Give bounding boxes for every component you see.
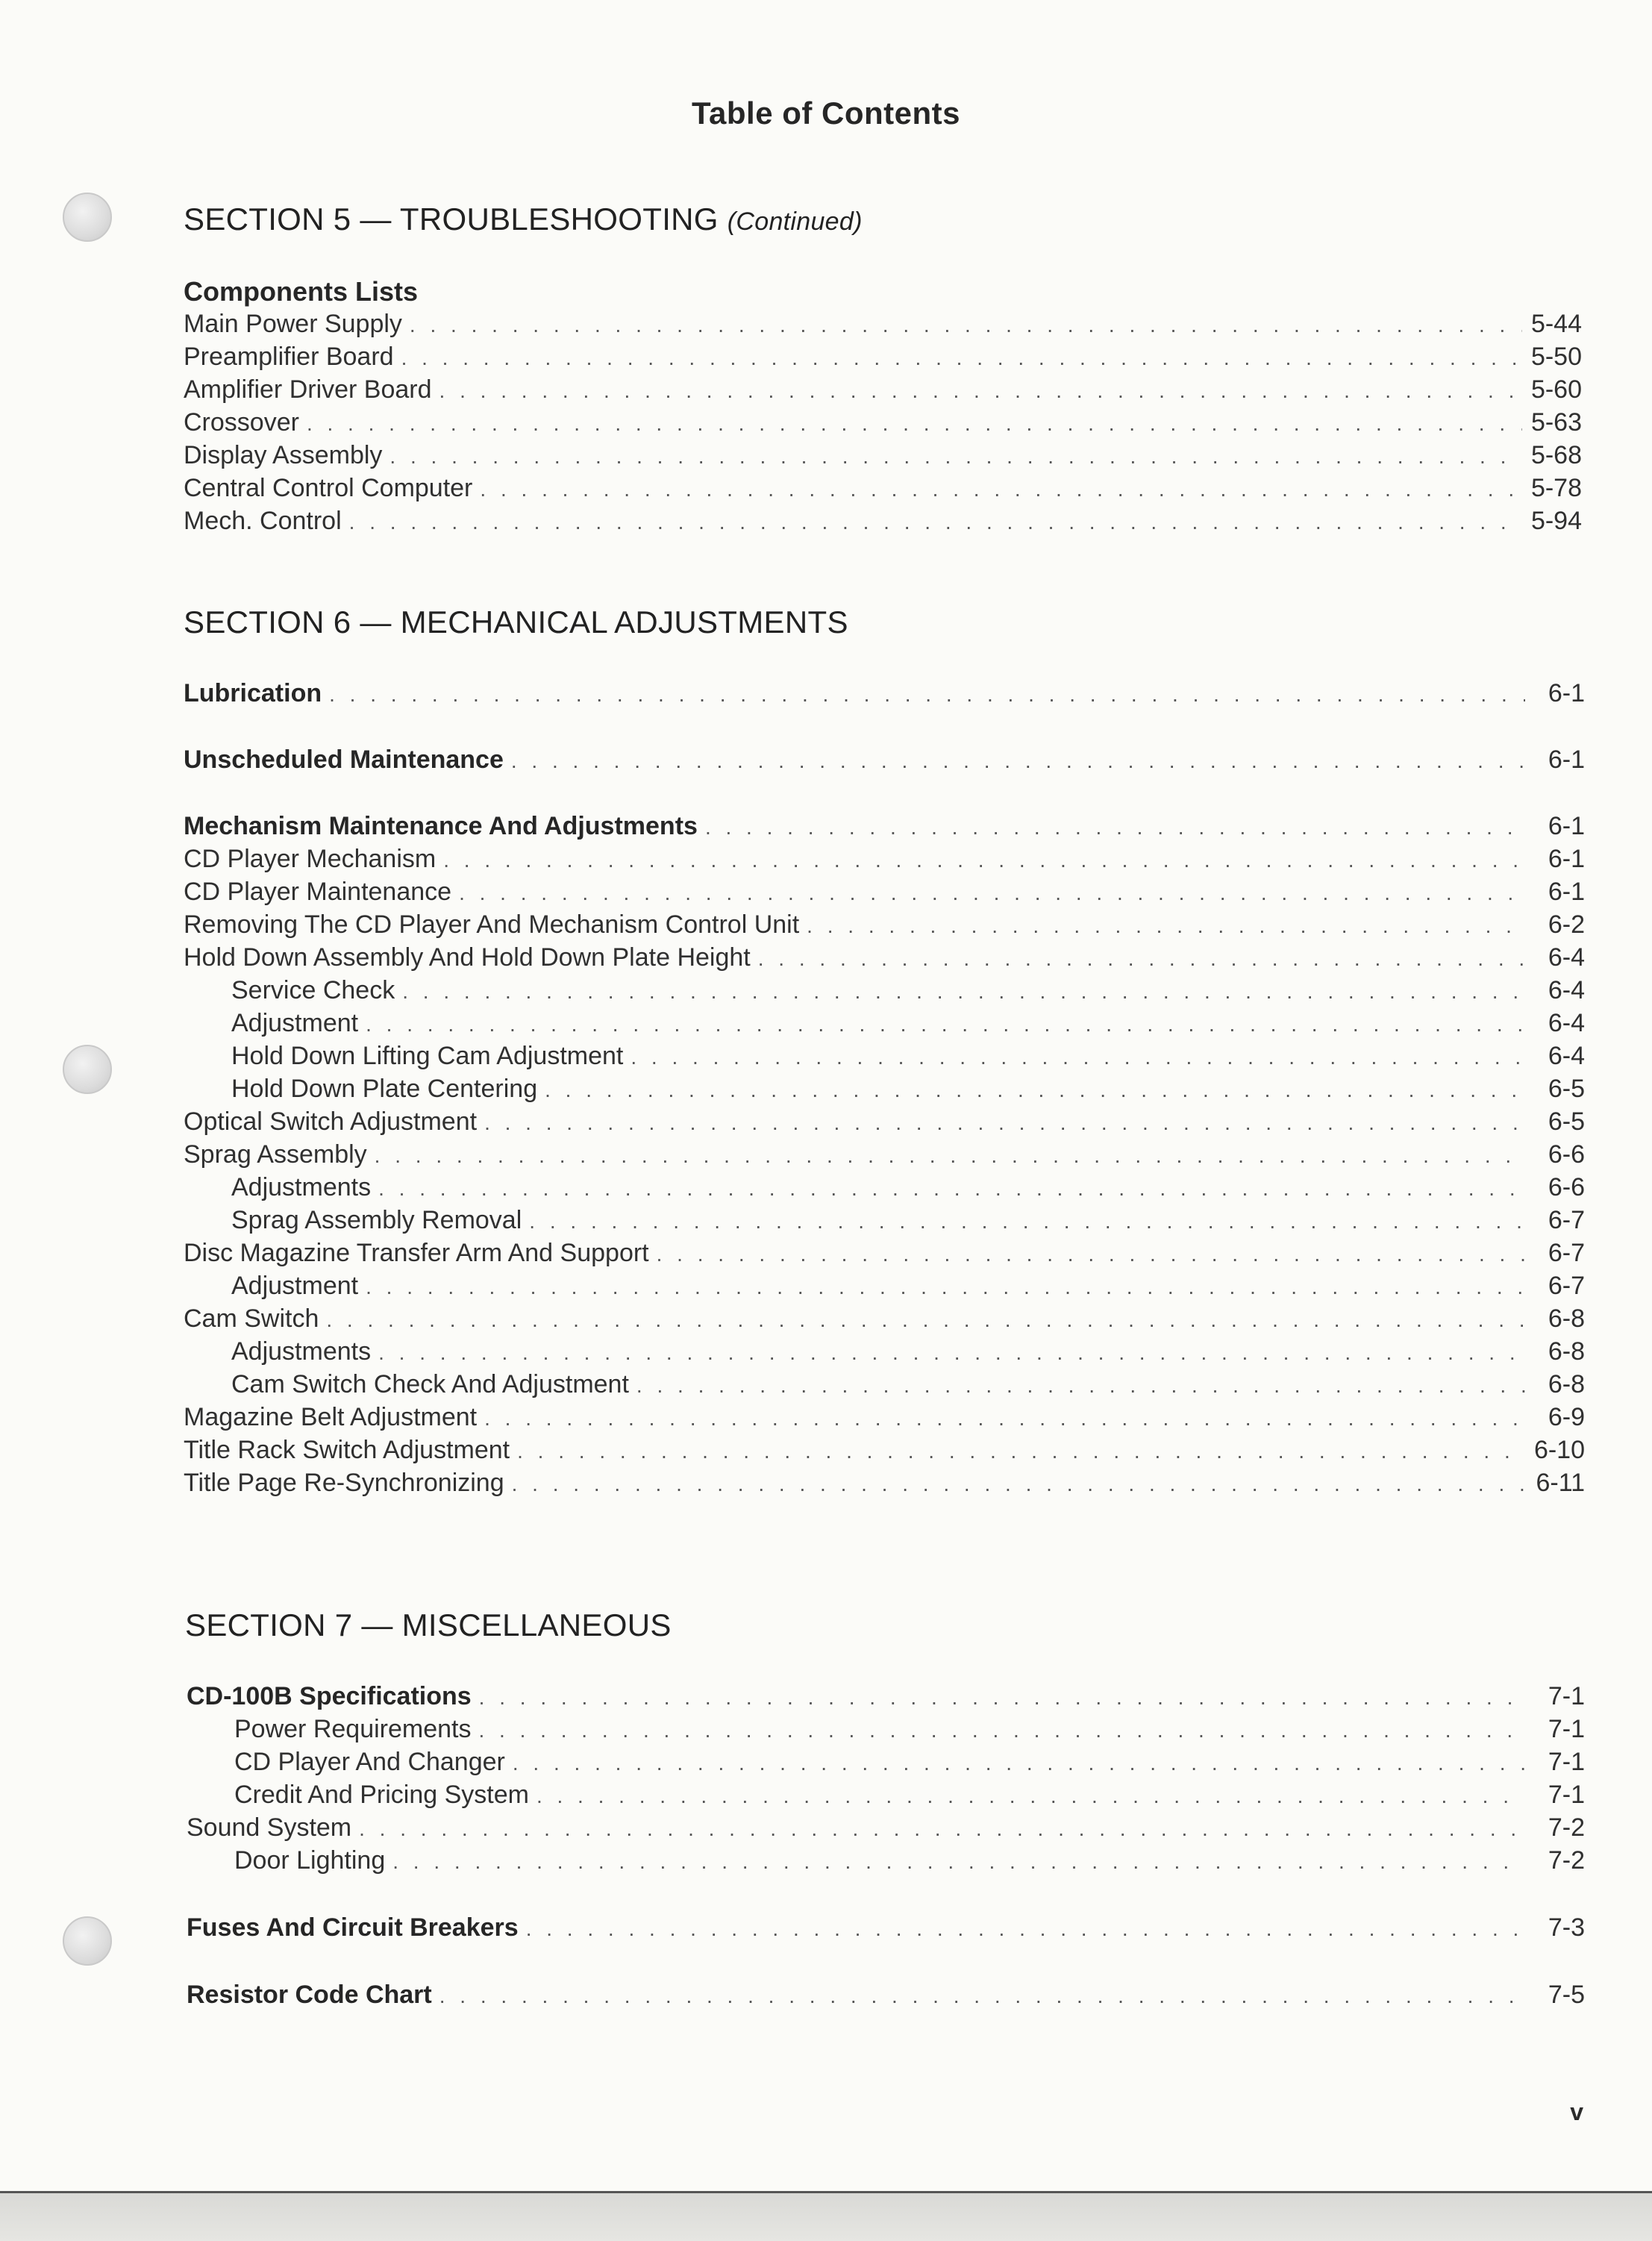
toc-entry-page: 6-5 xyxy=(1548,1107,1585,1136)
dot-leader xyxy=(439,1984,1525,2008)
toc-entry-page: 7-2 xyxy=(1548,1846,1585,1875)
toc-entry-page: 6-1 xyxy=(1548,679,1585,707)
toc-entry-page: 6-4 xyxy=(1548,976,1585,1004)
toc-entry xyxy=(184,375,1582,404)
toc-entry-page: 5-78 xyxy=(1530,474,1582,502)
toc-entry-page: 6-10 xyxy=(1533,1436,1585,1464)
toc-entry-label: Disc Magazine Transfer Arm And Support xyxy=(184,1239,649,1267)
toc-entry xyxy=(231,1206,1585,1235)
toc-entry-label: Hold Down Plate Centering xyxy=(231,1075,538,1103)
toc-entry-page: 6-4 xyxy=(1548,943,1585,972)
dot-leader xyxy=(807,914,1525,938)
toc-entry-label: Lubrication xyxy=(184,679,322,707)
toc-entry-page: 6-5 xyxy=(1548,1075,1585,1103)
toc-entry-label: Power Requirements xyxy=(234,1715,472,1743)
toc-entry-page: 6-8 xyxy=(1548,1337,1585,1366)
toc-entry-page: 6-6 xyxy=(1548,1140,1585,1169)
toc-entry-page: 5-94 xyxy=(1530,507,1582,535)
toc-entry-label: Adjustment xyxy=(231,1009,359,1037)
toc-entry xyxy=(187,1913,1585,1942)
dot-leader xyxy=(480,478,1522,501)
dot-leader xyxy=(512,1472,1525,1496)
toc-entry-label: Mech. Control xyxy=(184,507,342,535)
toc-entry-label: Adjustment xyxy=(231,1272,359,1300)
toc-entry-label: Credit And Pricing System xyxy=(234,1781,529,1809)
page-number: v xyxy=(1570,2098,1583,2125)
toc-entry xyxy=(184,943,1585,972)
toc-entry xyxy=(231,1337,1585,1366)
toc-entry xyxy=(184,474,1582,503)
toc-entry-label: Title Page Re-Synchronizing xyxy=(184,1469,504,1497)
toc-entry-page: 7-1 xyxy=(1548,1748,1585,1776)
toc-entry-label: Optical Switch Adjustment xyxy=(184,1107,478,1136)
toc-entry xyxy=(234,1846,1585,1875)
dot-leader xyxy=(401,346,1522,370)
toc-entry xyxy=(184,441,1582,470)
toc-entry-page: 6-4 xyxy=(1548,1042,1585,1070)
toc-entry xyxy=(184,1469,1585,1498)
dot-leader xyxy=(636,1374,1525,1398)
toc-entry-label: Door Lighting xyxy=(234,1846,386,1875)
toc-entry-page: 6-1 xyxy=(1548,878,1585,906)
toc-entry xyxy=(184,1304,1585,1334)
toc-entry xyxy=(184,1140,1585,1169)
toc-entry xyxy=(231,976,1585,1005)
page-bottom-edge xyxy=(0,2191,1652,2241)
dot-leader xyxy=(758,947,1525,971)
toc-entry xyxy=(184,408,1582,437)
binder-hole xyxy=(63,193,112,242)
toc-entry-page: 6-4 xyxy=(1548,1009,1585,1037)
toc-entry-label: Fuses And Circuit Breakers xyxy=(187,1913,519,1942)
dot-leader xyxy=(657,1243,1525,1266)
toc-entry xyxy=(184,1107,1585,1137)
toc-entry xyxy=(234,1715,1585,1744)
toc-entry xyxy=(187,1981,1585,2010)
toc-entry-page: 6-6 xyxy=(1548,1173,1585,1201)
dot-leader xyxy=(536,1784,1525,1808)
toc-entry xyxy=(187,1813,1585,1843)
toc-entry-label: CD Player And Changer xyxy=(234,1748,505,1776)
toc-entry-label: Cam Switch xyxy=(184,1304,319,1333)
dot-leader xyxy=(529,1210,1525,1234)
toc-entry-label: CD Player Mechanism xyxy=(184,845,437,873)
toc-entry-label: Service Check xyxy=(231,976,395,1004)
toc-entry-page: 5-60 xyxy=(1530,375,1582,404)
toc-entry-page: 6-1 xyxy=(1548,812,1585,840)
toc-entry-page: 6-2 xyxy=(1548,910,1585,939)
toc-entry-label: Main Power Supply xyxy=(184,310,402,338)
toc-entry-label: Hold Down Lifting Cam Adjustment xyxy=(231,1042,624,1070)
toc-entry-page: 6-8 xyxy=(1548,1304,1585,1333)
section-5-title: SECTION 5 — TROUBLESHOOTING xyxy=(184,201,719,237)
toc-entry-label: Display Assembly xyxy=(184,441,383,469)
toc-entry-page: 6-7 xyxy=(1548,1206,1585,1234)
toc-entry xyxy=(184,343,1582,372)
toc-entry-label: Magazine Belt Adjustment xyxy=(184,1403,478,1431)
toc-entry xyxy=(184,1239,1585,1268)
toc-entry-label: Crossover xyxy=(184,408,299,437)
dot-leader xyxy=(366,1275,1525,1299)
toc-entry xyxy=(231,1272,1585,1301)
toc-entry xyxy=(184,746,1585,775)
section-6-heading: SECTION 6 — MECHANICAL ADJUSTMENTS xyxy=(184,604,848,640)
dot-leader xyxy=(479,1686,1525,1710)
toc-entry-label: Sound System xyxy=(187,1813,352,1842)
toc-entry xyxy=(187,1682,1585,1711)
toc-entry-label: Cam Switch Check And Adjustment xyxy=(231,1370,629,1398)
binder-hole xyxy=(63,1916,112,1966)
dot-leader xyxy=(459,881,1525,905)
dot-leader xyxy=(375,1144,1525,1168)
dot-leader xyxy=(478,1719,1525,1743)
toc-entry xyxy=(184,310,1582,339)
dot-leader xyxy=(484,1407,1525,1431)
toc-entry-page: 7-1 xyxy=(1548,1715,1585,1743)
dot-leader xyxy=(326,1308,1525,1332)
toc-entry-page: 5-63 xyxy=(1530,408,1582,437)
toc-entry-label: Adjustments xyxy=(231,1337,372,1366)
toc-entry xyxy=(184,507,1582,536)
toc-entry-page: 6-7 xyxy=(1548,1239,1585,1267)
toc-entry-label: Resistor Code Chart xyxy=(187,1981,432,2009)
dot-leader xyxy=(378,1177,1525,1201)
toc-entry xyxy=(184,1403,1585,1432)
dot-leader xyxy=(389,445,1522,469)
dot-leader xyxy=(410,313,1522,337)
toc-entry-label: Sprag Assembly xyxy=(184,1140,367,1169)
dot-leader xyxy=(631,1046,1525,1069)
toc-entry-page: 6-1 xyxy=(1548,845,1585,873)
toc-entry-page: 7-2 xyxy=(1548,1813,1585,1842)
toc-entry xyxy=(234,1781,1585,1810)
dot-leader xyxy=(484,1111,1525,1135)
toc-entry-label: Central Control Computer xyxy=(184,474,473,502)
binder-hole xyxy=(63,1045,112,1094)
continued-note: (Continued) xyxy=(727,207,863,236)
dot-leader xyxy=(517,1440,1525,1463)
toc-entry-label: Removing The CD Player And Mechanism Control Unit xyxy=(184,910,800,939)
dot-leader xyxy=(349,510,1522,534)
toc-entry xyxy=(184,679,1585,708)
dot-leader xyxy=(443,848,1525,872)
toc-entry-page: 5-68 xyxy=(1530,441,1582,469)
page-title: Table of Contents xyxy=(691,96,961,131)
toc-entry-page: 6-11 xyxy=(1536,1469,1585,1497)
toc-entry-page: 6-1 xyxy=(1548,746,1585,774)
toc-entry-label: CD-100B Specifications xyxy=(187,1682,472,1710)
dot-leader xyxy=(402,980,1525,1004)
dot-leader xyxy=(307,412,1522,436)
dot-leader xyxy=(511,749,1525,773)
dot-leader xyxy=(329,683,1525,707)
toc-entry xyxy=(184,910,1585,940)
toc-entry-page: 7-1 xyxy=(1548,1781,1585,1809)
dot-leader xyxy=(378,1341,1525,1365)
toc-entry-label: Sprag Assembly Removal xyxy=(231,1206,522,1234)
toc-entry xyxy=(231,1370,1585,1399)
dot-leader xyxy=(366,1013,1525,1037)
toc-entry xyxy=(184,878,1585,907)
toc-entry-page: 6-8 xyxy=(1548,1370,1585,1398)
toc-entry-label: Title Rack Switch Adjustment xyxy=(184,1436,510,1464)
toc-entry-page: 7-3 xyxy=(1548,1913,1585,1942)
toc-entry-page: 7-5 xyxy=(1548,1981,1585,2009)
toc-entry xyxy=(234,1748,1585,1777)
dot-leader xyxy=(705,816,1525,840)
toc-entry-label: Preamplifier Board xyxy=(184,343,394,371)
toc-entry-label: Unscheduled Maintenance xyxy=(184,746,504,774)
dot-leader xyxy=(545,1078,1525,1102)
toc-entry-page: 7-1 xyxy=(1548,1682,1585,1710)
toc-entry-page: 5-44 xyxy=(1530,310,1582,338)
toc-entry xyxy=(231,1075,1585,1104)
toc-entry xyxy=(231,1009,1585,1038)
dot-leader xyxy=(359,1817,1525,1841)
dot-leader xyxy=(392,1850,1525,1874)
toc-entry-label: CD Player Maintenance xyxy=(184,878,452,906)
toc-entry-page: 6-7 xyxy=(1548,1272,1585,1300)
components-lists-heading: Components Lists xyxy=(184,276,419,307)
toc-entry-label: Amplifier Driver Board xyxy=(184,375,432,404)
toc-entry-label: Hold Down Assembly And Hold Down Plate Height xyxy=(184,943,751,972)
toc-entry xyxy=(184,812,1585,841)
toc-entry xyxy=(184,1436,1585,1465)
dot-leader xyxy=(439,379,1522,403)
toc-entry-label: Mechanism Maintenance And Adjustments xyxy=(184,812,698,840)
toc-entry xyxy=(231,1042,1585,1071)
dot-leader xyxy=(513,1751,1525,1775)
toc-entry xyxy=(231,1173,1585,1202)
section-5-heading xyxy=(184,201,863,237)
toc-entry-page: 6-9 xyxy=(1548,1403,1585,1431)
section-7-heading: SECTION 7 — MISCELLANEOUS xyxy=(185,1607,672,1643)
toc-entry xyxy=(184,845,1585,874)
toc-entry-page: 5-50 xyxy=(1530,343,1582,371)
toc-entry-label: Adjustments xyxy=(231,1173,372,1201)
dot-leader xyxy=(526,1917,1525,1941)
